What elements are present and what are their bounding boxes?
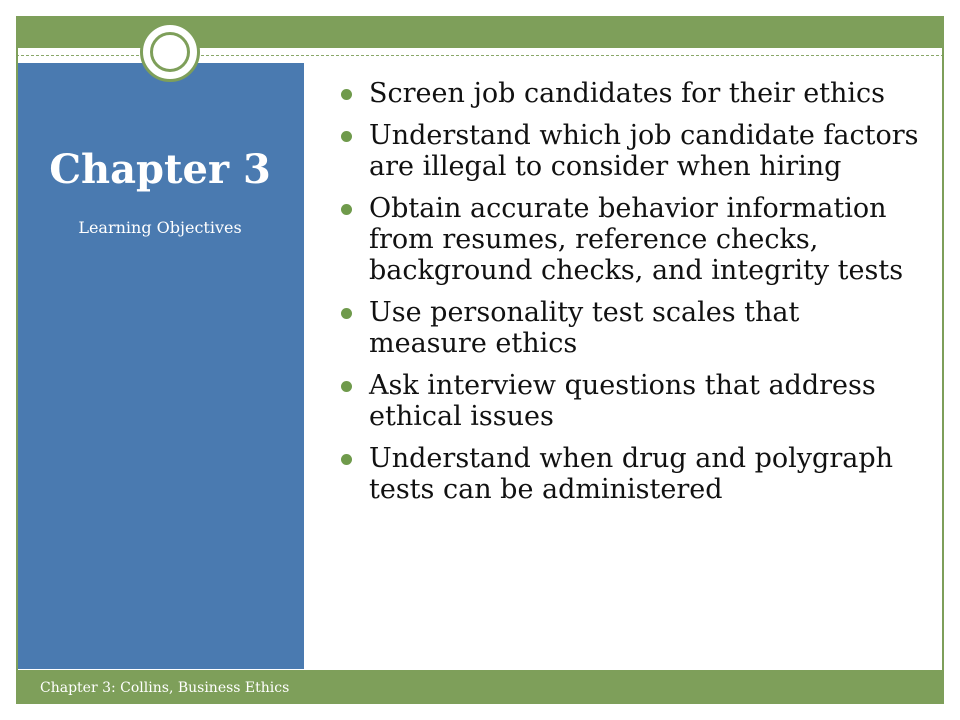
objectives-list <box>340 78 925 516</box>
objective-item <box>340 78 925 109</box>
objective-item <box>340 370 925 432</box>
objective-text: Obtain accurate behavior information from resumes, reference checks, background checks, and integrity tests <box>369 193 904 286</box>
objective-item <box>340 193 925 286</box>
objective-text: Ask interview questions that address ethical issues <box>369 370 876 432</box>
right-border <box>942 16 944 704</box>
circle-emblem-inner <box>150 32 190 72</box>
chapter-subtitle: Learning Objectives <box>78 218 242 237</box>
footer-caption: Chapter 3: Collins, Business Ethics <box>40 680 290 696</box>
circle-emblem-icon <box>140 22 200 82</box>
objective-text: Understand which job candidate factors are illegal to consider when hiring <box>369 120 919 182</box>
objective-item <box>340 443 925 505</box>
bullet-icon <box>341 308 352 319</box>
objective-text: Understand when drug and polygraph tests can be administered <box>369 443 894 505</box>
bullet-icon <box>341 204 352 215</box>
bullet-icon <box>341 131 352 142</box>
bullet-icon <box>341 89 352 100</box>
left-border <box>16 16 18 704</box>
objective-text: Screen job candidates for their ethics <box>369 78 886 109</box>
objective-item <box>340 120 925 182</box>
objective-text: Use personality test scales that measure ethics <box>369 297 800 359</box>
bullet-icon <box>341 381 352 392</box>
bullet-icon <box>341 454 352 465</box>
chapter-title: Chapter 3 <box>49 146 271 193</box>
objective-item <box>340 297 925 359</box>
